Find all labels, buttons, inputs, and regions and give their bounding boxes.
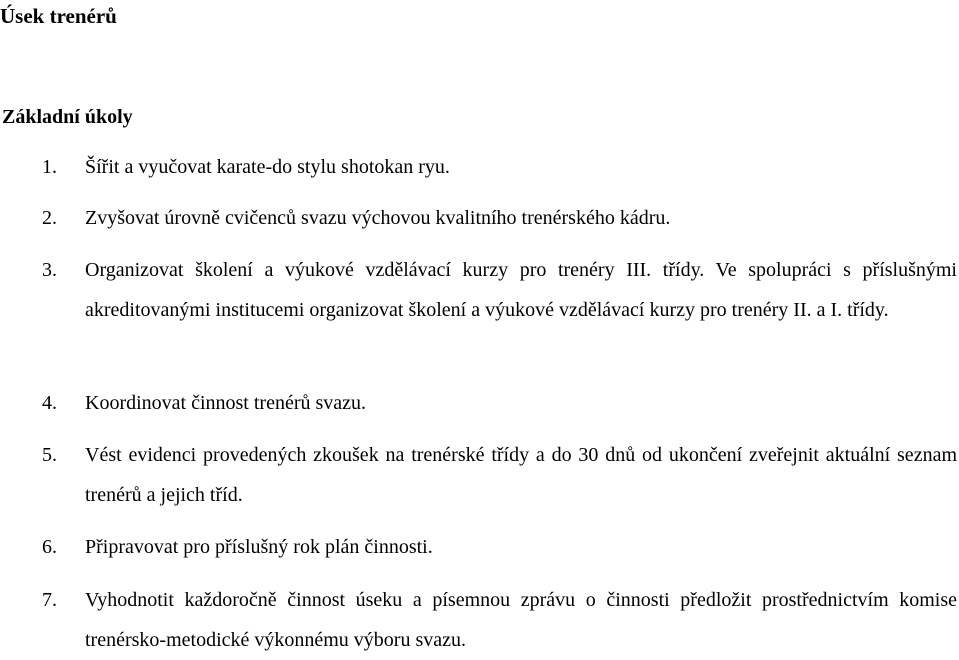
list-item xyxy=(0,147,959,187)
list-item-number: 4. xyxy=(42,392,57,414)
list-item xyxy=(0,580,959,660)
list-item-text: Vést evidenci provedených zkoušek na trenérské třídy a do 30 dnů od ukončení zveřejnit aktuální seznam trenérů a jejich tříd. xyxy=(85,444,957,506)
list-item xyxy=(0,527,959,567)
list-item-text: Organizovat školení a výukové vzdělávací kurzy pro trenéry III. třídy. Ve spolupráci s příslušnými akreditovanými institucemi organizovat školení a výukové vzdělávací kurzy pro trenéry II. a I. třídy. xyxy=(85,259,957,321)
list-item xyxy=(0,435,959,515)
list-item-text: Připravovat pro příslušný rok plán činnosti. xyxy=(85,536,433,558)
list-item-number: 3. xyxy=(42,259,57,281)
list-item-number: 6. xyxy=(42,536,57,558)
list-item-text: Vyhodnotit každoročně činnost úseku a písemnou zprávu o činnosti předložit prostřednictvím komise trenérsko-metodické výkonnému výboru svazu. xyxy=(85,589,957,651)
list-item xyxy=(0,198,959,238)
list-item-text: Koordinovat činnost trenérů svazu. xyxy=(85,392,367,414)
section-title: Základní úkoly xyxy=(2,106,133,128)
list-item-number: 7. xyxy=(42,589,57,611)
list-item-number: 2. xyxy=(42,207,57,229)
list-item-number: 5. xyxy=(42,444,57,466)
list-item-number: 1. xyxy=(42,156,57,178)
list-item-text: Zvyšovat úrovně cvičenců svazu výchovou kvalitního trenérského kádru. xyxy=(85,207,671,229)
page-title: Úsek trenérů xyxy=(0,4,117,28)
list-item-text: Šířit a vyučovat karate-do stylu shotokan ryu. xyxy=(85,156,450,178)
list-item xyxy=(0,383,959,423)
list-item xyxy=(0,250,959,330)
